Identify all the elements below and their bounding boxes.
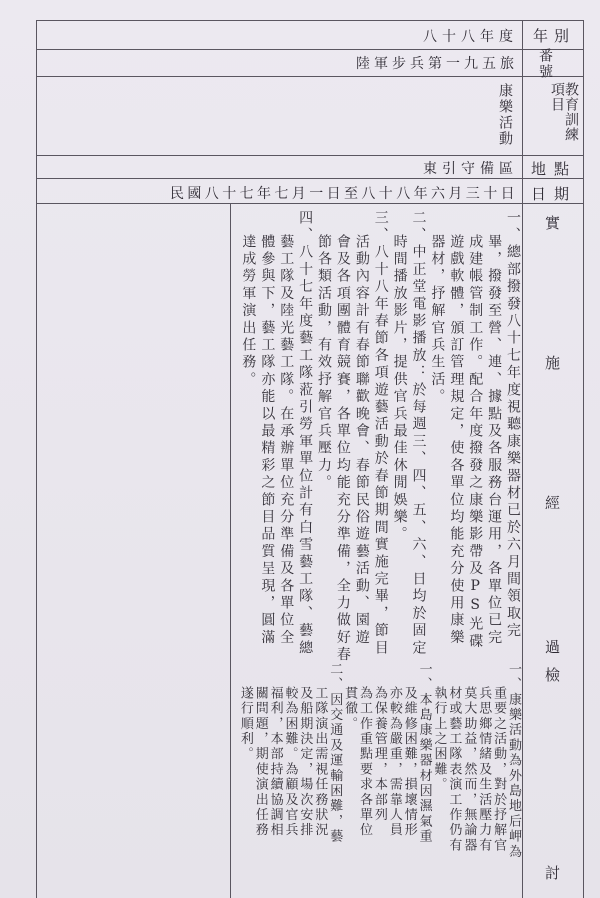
implementation-text-column: 節各類活動，有效抒解官兵壓力。 [316,234,332,492]
row-divider [36,178,584,179]
row-divider [36,76,584,77]
label-column-divider [522,20,523,898]
implementation-label-char: 過 [545,638,561,656]
review-text-column: 較為困難。為顧及官兵 [282,686,298,838]
row-divider [36,155,584,156]
implementation-label-char: 實 [545,214,561,232]
unit-label: 番號 [537,48,553,80]
review-text-column: 二、因交通及運輸困難，藝 [327,662,343,845]
training-item-value: 康樂活動 [497,83,513,147]
implementation-text-column: 遊戲軟體，頒訂管理規定，使各單位均能充分使用康樂 [448,234,465,647]
implementation-label-char: 施 [545,354,561,372]
row-divider [36,203,584,204]
implementation-text-column: 成建帳管制工作。配合年度撥發之康樂影帶及PS光碟 [467,234,484,651]
review-text-column: 兵思鄉情緒及生活壓力有 [476,686,492,854]
review-text-column: 重要之活動，對於抒解官 [491,686,507,854]
review-text-column: 為保養管理，本部列 [371,686,387,823]
implementation-text-column: 器材，抒解官兵生活。 [429,234,446,406]
implementation-text-column: 會及各項團體育競賽，各單位均能充分準備，全力做好春 [334,234,351,664]
unit-value: 陸軍步兵第一九五旅 [356,56,518,72]
review-text-column: 福利，本部持續協調相 [267,686,283,838]
section-divider [230,203,231,898]
row-divider [36,49,584,50]
implementation-text-column: 一、總部撥發八十七年度視聽康樂器材已於六月間領取完 [505,210,521,640]
review-text-column: 及船期決定，場次安排 [297,686,313,838]
review-text-column: 莫大助益，然而，無論器 [461,686,477,854]
review-text-column: 貫徹。 [342,686,358,732]
date-value: 民國八十七年七月一日至八十八年六月三十日 [170,186,518,202]
review-text-column: 一、本島康樂器材因濕氣重 [416,662,432,845]
implementation-label-char: 經 [545,494,561,512]
review-text-column: 遂行順利。 [237,686,253,762]
date-label: 日期 [530,185,577,203]
year-label: 年別 [532,27,575,45]
review-text-column: 關問題，期使演出任務 [252,686,268,838]
implementation-text-column: 活動內容計有春節聯歡晚會、春節民俗遊藝活動、園遊 [353,234,370,647]
review-label-char: 討 [545,864,561,882]
review-text-column: 為工作重點要求各單位 [357,686,372,838]
review-text-column: 一、康樂活動為外島地后岬為 [506,662,521,860]
implementation-text-column: 體參與下，藝工隊亦能以最精彩之節目品質呈現，圓滿 [259,234,276,647]
implementation-body [236,210,521,664]
implementation-text-column: 四、八十七年度藝工隊蒞引勞軍單位計有白雪藝工隊、藝總 [297,210,314,658]
implementation-text-column: 達成勞軍演出任務。 [240,234,257,389]
implementation-text-column: 三、八十八年春節各項遊藝活動於春節期間實施完畢，節目 [372,210,389,658]
review-text-column: 工隊演出需視任務狀況 [312,686,328,838]
implementation-text-column: 二、中正堂電影播放：於每週三、四、五、六、日均於固定 [410,210,427,658]
year-value: 八十八年度 [423,29,518,45]
implementation-text-column: 藝工隊及陸光藝工隊。在承辦單位充分準備及各單位全 [278,234,295,647]
review-label-char: 檢 [545,666,561,684]
training-item-label: 教育訓練項目 [549,82,579,142]
location-label: 地點 [530,160,577,178]
review-body [236,662,520,892]
review-text-column: 亦較為嚴重，需靠人員 [386,686,402,838]
location-value: 東引守備區 [423,161,518,177]
review-text-column: 執行上之困難。 [431,686,447,793]
implementation-text-column: 時間播放影片，提供官兵最佳休閒娛樂。 [391,234,408,544]
review-text-column: 及維修困難，損壞情形 [401,686,417,838]
implementation-text-column: 畢，撥發至營、連、據點及各服務台運用，各單位已完 [486,234,503,647]
review-text-column: 材或藝工隊表演工作仍有 [446,686,462,854]
